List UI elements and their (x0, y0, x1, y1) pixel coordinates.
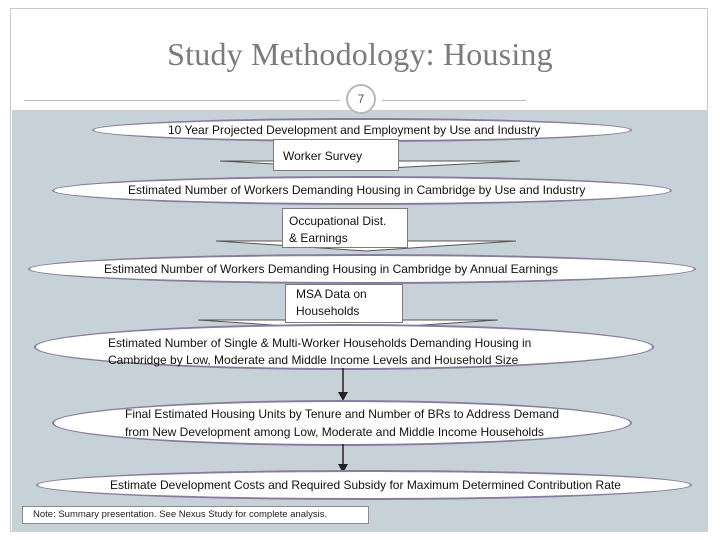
input3-line2: Households (296, 304, 360, 318)
slide-title: Study Methodology: Housing (167, 36, 553, 72)
input1-text: Worker Survey (283, 149, 363, 163)
step4-line1: Estimated Number of Single & Multi-Worker Households Demanding Housing in (108, 336, 532, 350)
title-rule-left (24, 100, 340, 101)
page-number: 7 (346, 84, 376, 114)
footnote: Note: Summary presentation. See Nexus Study for complete analysis. (22, 506, 369, 524)
step2-text: Estimated Number of Workers Demanding Housing in Cambridge by Use and Industry (128, 183, 586, 197)
step4-line2: Cambridge by Low, Moderate and Middle Income Levels and Household Size (108, 353, 519, 367)
step3-text: Estimated Number of Workers Demanding Housing in Cambridge by Annual Earnings (104, 262, 559, 276)
step5-line2: from New Development among Low, Moderate and Middle Income Households (125, 425, 544, 439)
step1-text: 10 Year Projected Development and Employment by Use and Industry (168, 123, 541, 137)
input2-line2: & Earnings (289, 231, 348, 245)
input2-line1: Occupational Dist. (289, 214, 387, 228)
step6-text: Estimate Development Costs and Required Subsidy for Maximum Determined Contribution Rate (110, 478, 621, 492)
step5-line1: Final Estimated Housing Units by Tenure and Number of BRs to Address Demand (125, 407, 559, 421)
input3-line1: MSA Data on (296, 287, 367, 301)
title-rule-right (382, 100, 526, 101)
down-arrow-1 (336, 368, 350, 402)
